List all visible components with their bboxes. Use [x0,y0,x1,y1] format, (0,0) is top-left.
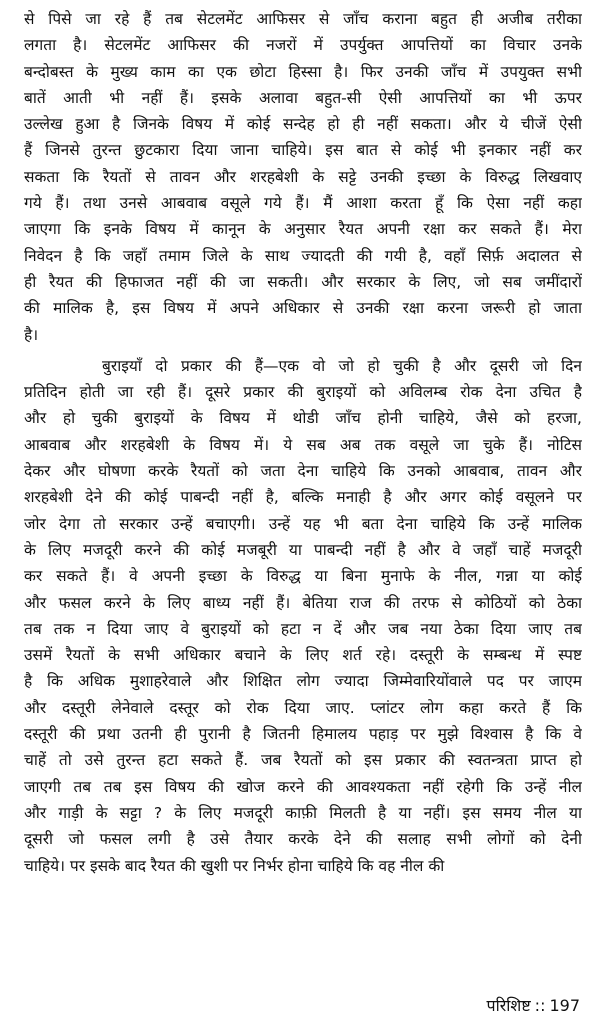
text-line: तब तक न दिया जाए वे बुराइयों को हटा न दें और जब नया ठेका दिया जाए तब [24,619,582,638]
text-line: से पिसे जा रहे हैं तब सेटलमेंट आफिसर से जाँच कराना बहुत ही अजीब तरीका [24,10,582,28]
text-line: जाएगी तब तब इस विषय की खोज करने की आवश्यकता नहीं रहेगी कि उन्हें नील [24,777,582,796]
text-line: लगता है। सेटलमेंट आफिसर की नजरों में उपर्युक्त आपत्तियों का विचार उनके [24,36,582,55]
text-line: गये हैं। तथा उनसे आबवाब वसूले गये हैं। मैं आशा करता हूँ कि ऐसा नहीं कहा [24,194,582,213]
page-number: 197 [549,996,580,1015]
text-line: उसमें रैयतों के सभी अधिकार बचाने के लिए शर्त रहे। दस्तूरी के सम्बन्ध में स्पष्ट [24,646,582,665]
page [24,6,582,1026]
text-line: दस्तूरी की प्रथा उतनी ही पुरानी है जितनी हिमालय पहाड़ पर मुझे विश्वास है कि वे [24,725,582,744]
text-line: की मालिक है, इस विषय में अपने अधिकार से उनकी रक्षा करना जरूरी हो जाता [24,299,582,318]
text-line: हैं जिनसे तुरन्त छुटकारा दिया जाना चाहिये। इस बात से कोई भी इनकार नहीं कर [24,141,582,160]
text-line: देकर और घोषणा करके रैयतों को जता देना चाहिये कि उनको आबवाब, तावन और [24,462,582,481]
text-line: प्रतिदिन होती जा रही हैं। दूसरे प्रकार की बुराइयों को अविलम्ब रोक देना उचित है [24,383,582,402]
text-line: बातें आती भी नहीं हैं। इसके अलावा बहुत-सी ऐसी आपत्तियों का भी ऊपर [24,88,582,107]
text-line: बन्दोबस्त के मुख्य काम का एक छोटा हिस्सा है। फिर उनकी जाँच में उपयुक्त सभी [24,62,582,81]
text-line: है कि अधिक मुशाहरेवाले और शिक्षित लोग ज्यादा जिम्मेवारियोंवाले पद पर जाएम [24,672,582,691]
paragraph-1 [24,6,582,348]
text-line: जोर देगा तो सरकार उन्हें बचाएगी। उन्हें यह भी बता देना चाहिये कि उन्हें मालिक [24,514,582,533]
text-line: और गाड़ी के सट्टा ? के लिए मजदूरी काफ़ी मिलती है या नहीं। इस समय नील या [24,803,582,822]
text-line: कर सकते हैं। वे अपनी इच्छा के विरुद्ध या बिना मुनाफे के नील, गन्ना या कोई [24,567,582,586]
text-line: सकता कि रैयतों से तावन और शरहबेशी के सट्टे उनकी इच्छा के विरुद्ध लिखवाए [24,167,582,186]
text-line: निवेदन है कि जहाँ तमाम जिले के साथ ज्यादती की गयी है, वहाँ सिर्फ़ अदालत से [24,246,582,265]
footer-separator: :: [534,996,546,1015]
text-line: और दस्तूरी लेनेवाले दस्तूर को रोक दिया जाए. प्लांटर लोग कहा करते हैं कि [24,698,582,717]
footer-section-title: परिशिष्ट [486,996,531,1015]
page-footer [487,994,580,1016]
text-line: आबवाब और शरहबेशी के विषय में। ये सब अब तक वसूले जा चुके हैं। नोटिस [24,435,582,454]
text-line: दूसरी जो फसल लगी है उसे तैयार करके देने की सलाह सभी लोगों को देनी [24,830,582,849]
text-line: और हो चुकी बुराइयों के विषय में थोडी जाँच होनी चाहिये, जैसे को हरजा, [24,409,582,428]
text-line: और फसल करने के लिए बाध्य नहीं हैं। बेतिया राज की तरफ से कोठियों को ठेका [24,593,582,612]
text-line: चाहिये। पर इसके बाद रैयत की खुशी पर निर्भर होना चाहिये कि वह नील की [24,856,445,875]
text-line: शरहबेशी देने की कोई पाबन्दी नहीं है, बल्कि मनाही है और अगर कोई वसूलने पर [24,488,582,507]
text-line: बुराइयाँ दो प्रकार की हैं—एक वो जो हो चुकी है और दूसरी जो दिन [102,356,582,375]
text-line: ही रैयत की हिफाजत नहीं की जा सकती। और सरकार के लिए, जो सब जमींदारों [24,272,582,291]
paragraph-2 [24,353,582,879]
text-line: के लिए मजदूरी करने की कोई मजबूरी या पाबन्दी नहीं है और वे जहाँ चाहें मजदूरी [24,540,582,559]
text-line: है। [24,325,39,344]
text-line: उल्लेख हुआ है जिनके विषय में कोई सन्देह हो ही नहीं सकता। और ये चीजें ऐसी [24,115,582,134]
text-line: जाएगा कि इनके विषय में कानून के अनुसार रैयत अपनी रक्षा कर सकते हैं। मेरा [24,220,582,239]
text-line: चाहें तो उसे तुरन्त हटा सकते हैं. जब रैयतों को इस प्रकार की स्वतन्त्रता प्राप्त हो [24,751,582,770]
